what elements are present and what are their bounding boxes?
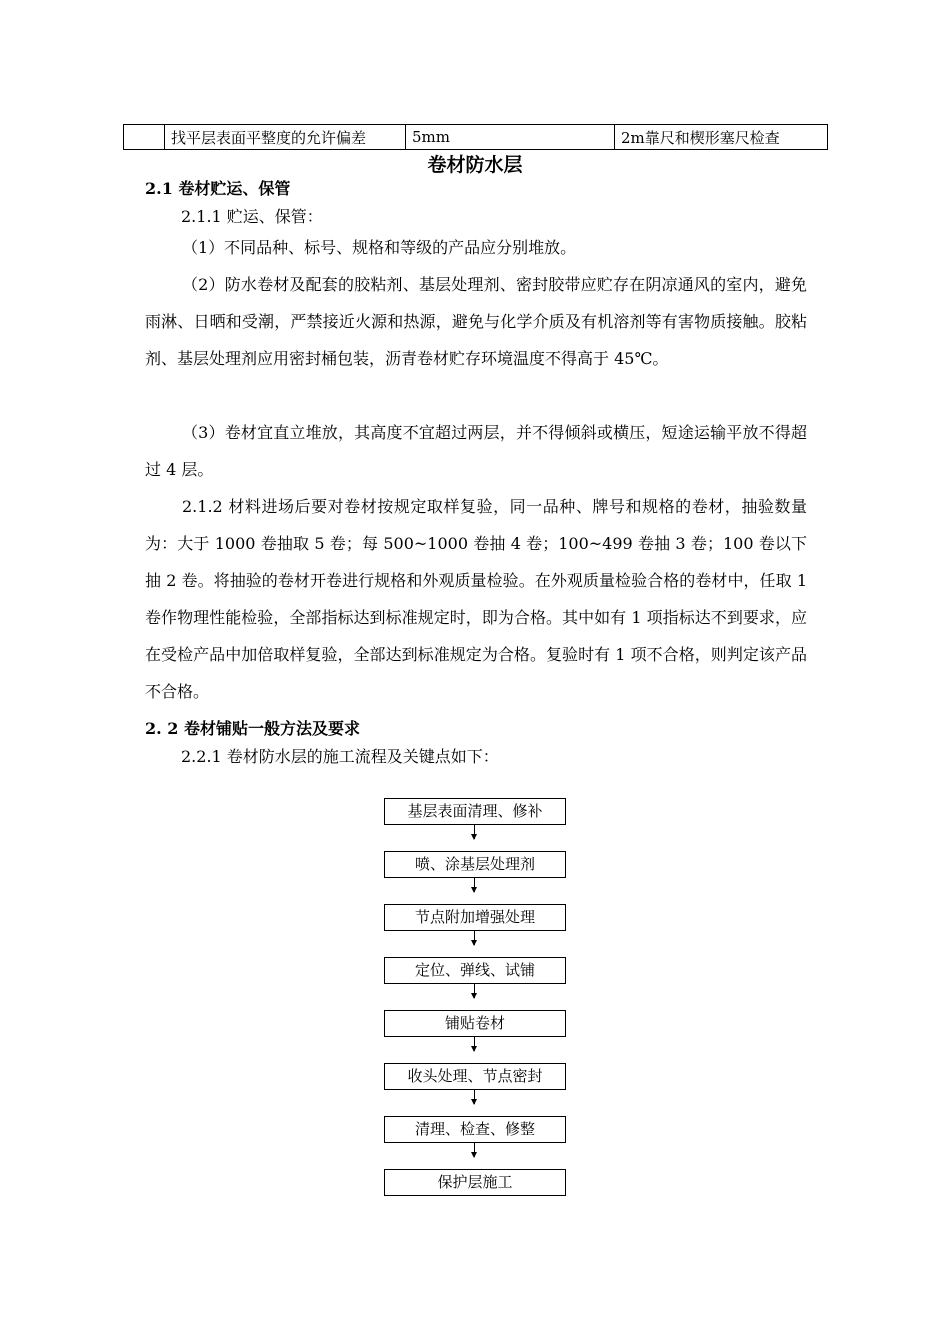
table-cell-index bbox=[124, 125, 165, 150]
section-title: 卷材防水层 bbox=[427, 154, 523, 176]
paragraph-2-1-2 bbox=[145, 488, 807, 710]
flow-step: 节点附加增强处理 bbox=[384, 904, 566, 931]
flow-arrow-icon bbox=[474, 984, 475, 998]
flow-arrow-icon bbox=[474, 931, 475, 945]
flow-arrow-icon bbox=[474, 1090, 475, 1104]
paragraph-item-2 bbox=[145, 266, 807, 377]
paragraph-item-1 bbox=[145, 229, 807, 266]
paragraph-text: 2.1.2 材料进场后要对卷材按规定取样复验，同一品种、牌号和规格的卷材，抽验数量为：大于 1000 卷抽取 5 卷；每 500~1000 卷抽 4 卷；100~499 卷抽 3 卷；100 卷以下抽 2 卷。将抽验的卷材开卷进行规格和外观质量检验。在外观质量检验合格的卷材中，任取 1 卷作物理性能检验，全部指标达到标准规定时，即为合格。其中如有 1 项指标达不到要求，应在受检产品中加倍取样复验，全部达到标准规定为合格。复验时有 1 项不合格，则判定该产品不合格。 bbox=[145, 497, 807, 701]
subheading-2-1-1: 2.1.1 贮运、保管： bbox=[181, 207, 323, 226]
flow-arrow-icon bbox=[474, 1037, 475, 1051]
heading-2-2: 2. 2 卷材铺贴一般方法及要求 bbox=[145, 719, 360, 738]
flow-step: 保护层施工 bbox=[384, 1169, 566, 1196]
flow-arrow-icon bbox=[474, 825, 475, 839]
subheading-2-2-1: 2.2.1 卷材防水层的施工流程及关键点如下： bbox=[181, 747, 499, 766]
table-cell-value: 5mm bbox=[406, 125, 615, 150]
spec-table bbox=[123, 124, 828, 150]
heading-2-1: 2.1 卷材贮运、保管 bbox=[145, 179, 291, 198]
flow-step: 清理、检查、修整 bbox=[384, 1116, 566, 1143]
table-cell-item: 找平层表面平整度的允许偏差 bbox=[165, 125, 406, 150]
paragraph-text: （1）不同品种、标号、规格和等级的产品应分别堆放。 bbox=[182, 238, 577, 257]
flow-step: 定位、弹线、试铺 bbox=[384, 957, 566, 984]
flow-step: 喷、涂基层处理剂 bbox=[384, 851, 566, 878]
paragraph-text: （2）防水卷材及配套的胶粘剂、基层处理剂、密封胶带应贮存在阴凉通风的室内，避免雨淋、日晒和受潮，严禁接近火源和热源，避免与化学介质及有机溶剂等有害物质接触。胶粘剂、基层处理剂应用密封桶包装，沥青卷材贮存环境温度不得高于 45℃。 bbox=[145, 275, 807, 368]
flow-arrow-icon bbox=[474, 878, 475, 892]
flow-arrow-icon bbox=[474, 1143, 475, 1157]
flow-step: 收头处理、节点密封 bbox=[384, 1063, 566, 1090]
paragraph-text: （3）卷材宜直立堆放，其高度不宜超过两层，并不得倾斜或横压，短途运输平放不得超过 4 层。 bbox=[145, 423, 807, 479]
paragraph-item-3 bbox=[145, 414, 807, 488]
flow-step: 基层表面清理、修补 bbox=[384, 798, 566, 825]
table-cell-method: 2m靠尺和楔形塞尺检查 bbox=[615, 125, 828, 150]
table-row bbox=[124, 125, 828, 150]
flow-step: 铺贴卷材 bbox=[384, 1010, 566, 1037]
